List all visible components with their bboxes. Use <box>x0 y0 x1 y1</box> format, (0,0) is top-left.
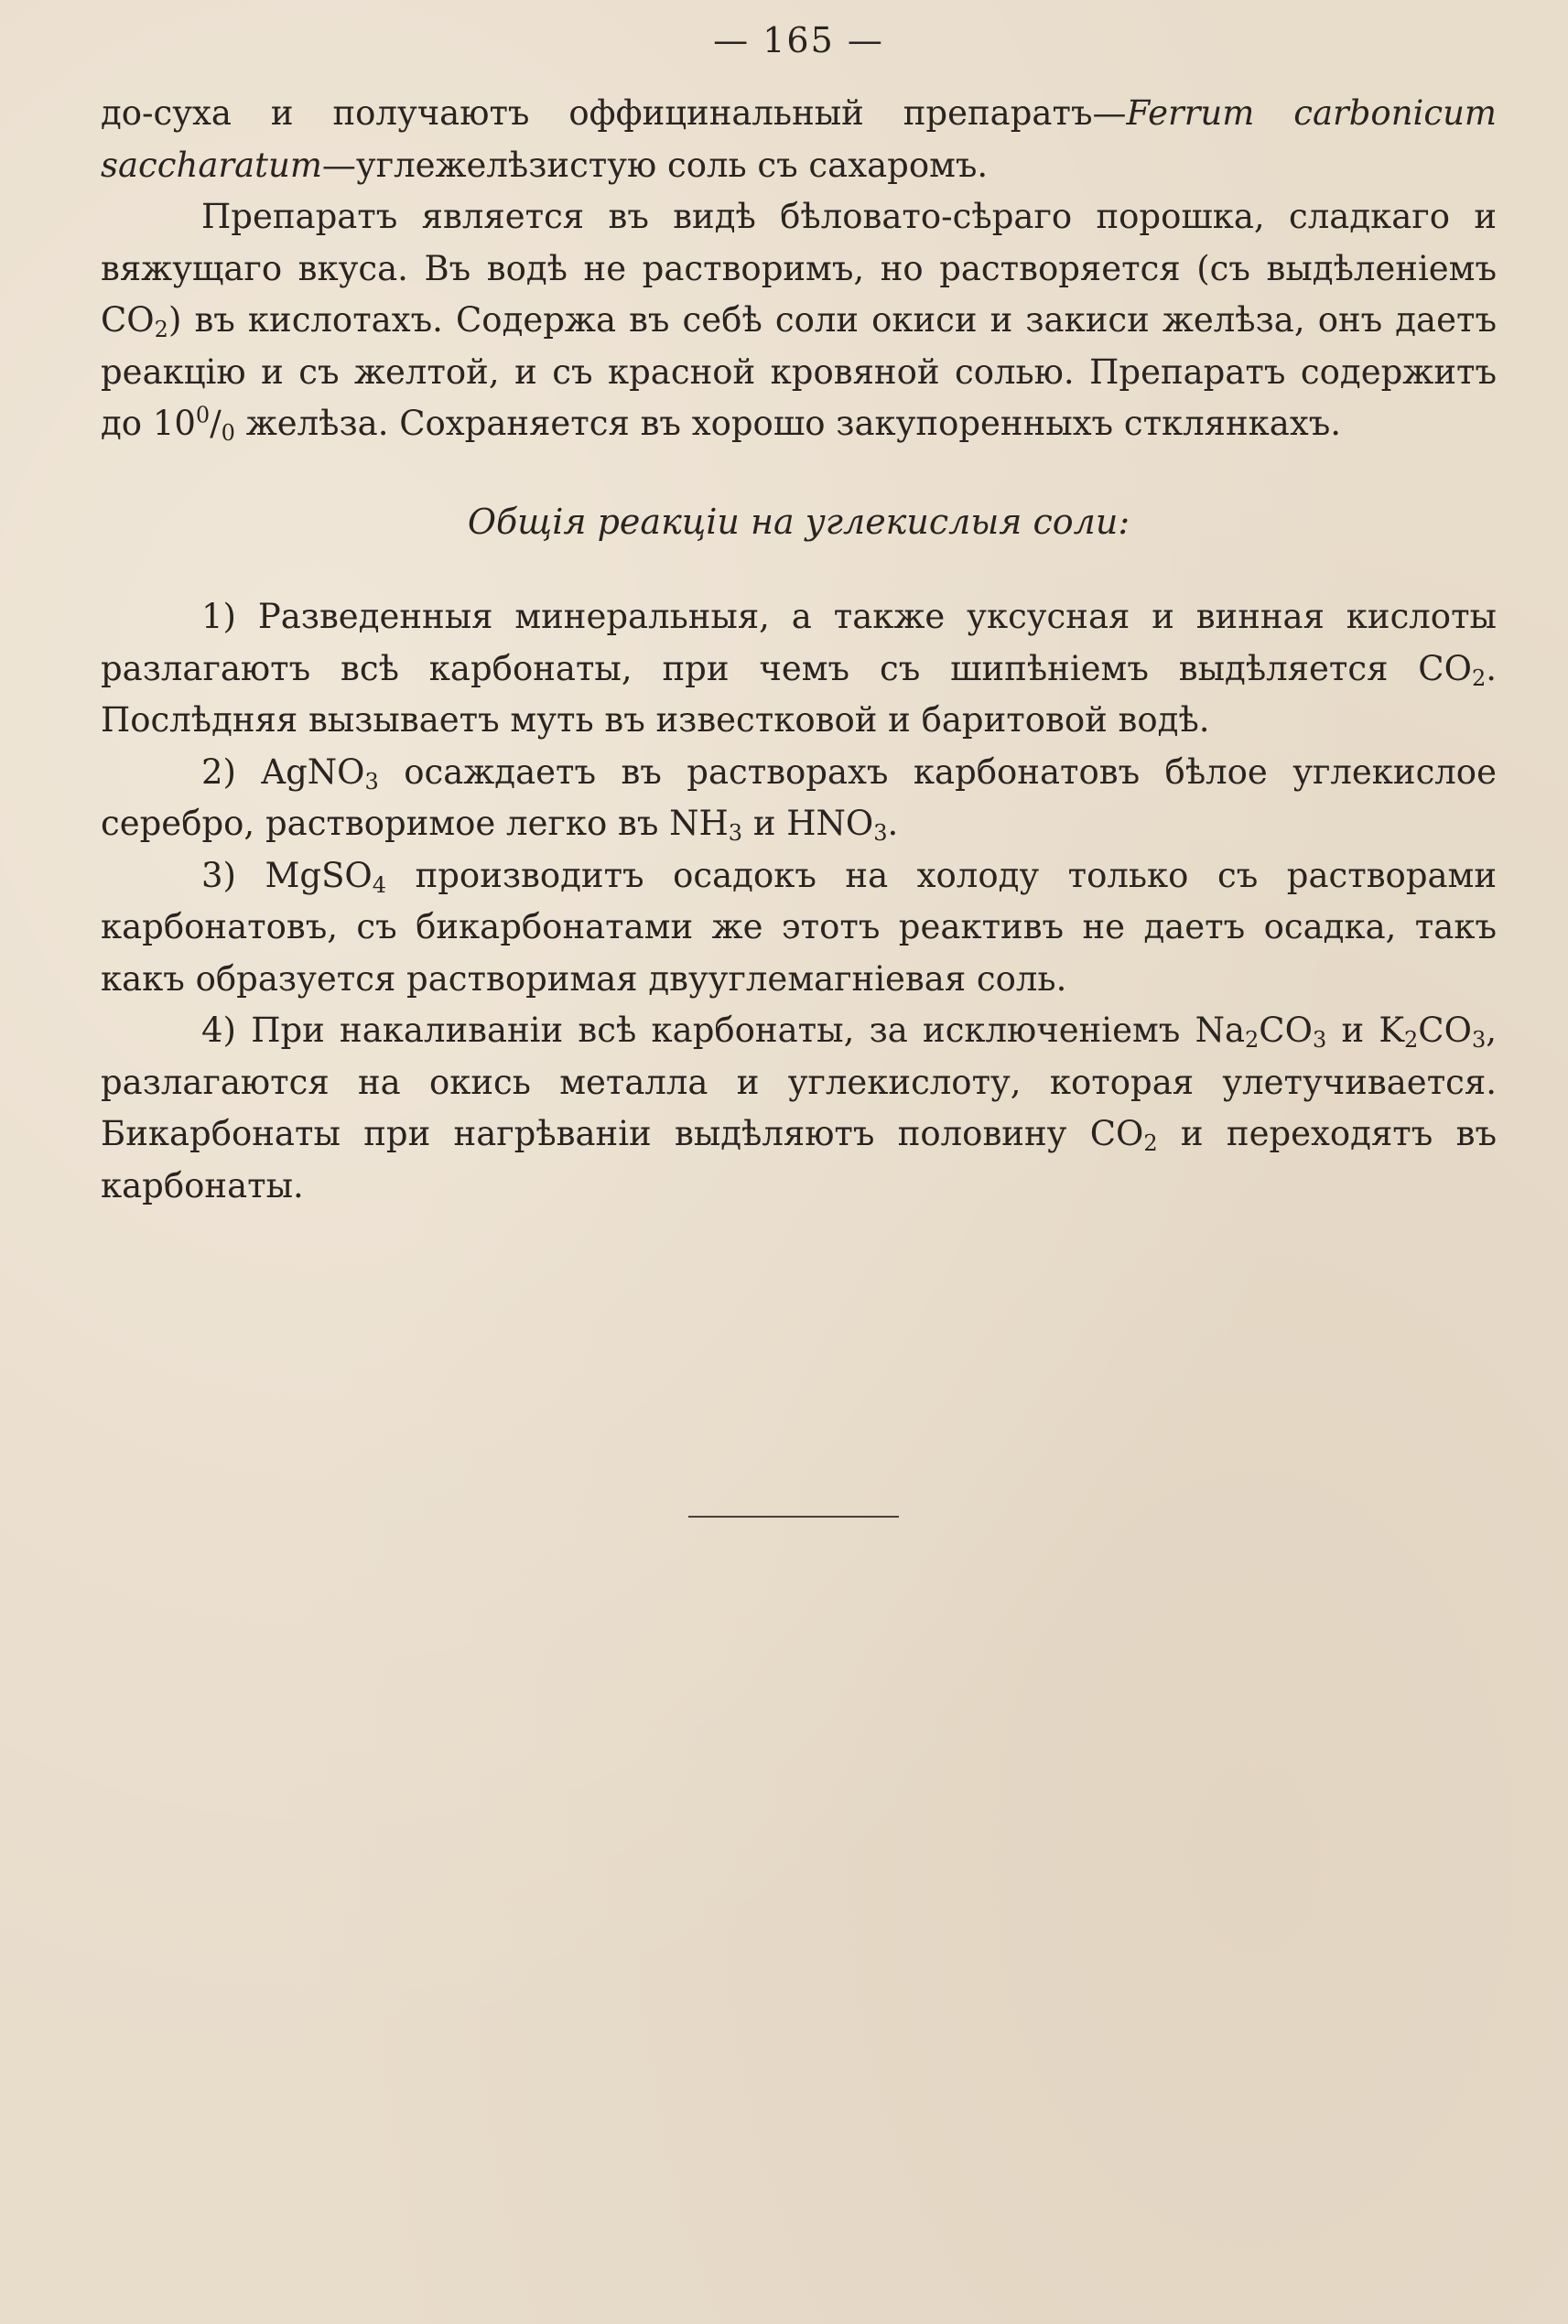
subscript: 2 <box>1143 1130 1158 1156</box>
text-run: и K <box>1326 1011 1405 1050</box>
subscript: 3 <box>728 820 743 846</box>
subscript: 4 <box>372 871 387 898</box>
latin-name: Ferrum carbonicum saccharatum <box>101 93 1497 185</box>
text-run: до-суха и получаютъ оффицинальный препаратъ— <box>101 93 1127 133</box>
text-run: производитъ осадокъ на холоду только съ растворами карбонатовъ, съ бикарбонатами же этотъ реактивъ не даетъ осадка, такъ какъ образуется растворимая двууглемагнiевая соль. <box>101 855 1498 999</box>
text-run: 3) MgSO <box>201 855 373 895</box>
subscript: 2 <box>1471 665 1487 691</box>
reaction-item-1 <box>101 591 1497 747</box>
subscript: 3 <box>873 820 888 846</box>
text-run: ) въ кислотахъ. Содержа въ себѣ соли окиси и закиси желѣза, онъ даетъ реакцiю и съ желтой, и съ красной кровяной солью. Препаратъ содержитъ до 10 <box>101 300 1497 443</box>
section-heading: Общiя реакцiи на углекислыя соли: <box>467 501 1130 542</box>
page-body <box>101 88 1497 1212</box>
text-run: / <box>210 404 222 443</box>
text-run: Препаратъ является въ видѣ бѣловато-сѣраго порошка, сладкаго и вяжущаго вкуса. Въ водѣ не растворимъ, но растворяется (съ выдѣленiемъ CO <box>101 197 1497 340</box>
subscript: 3 <box>1471 1027 1487 1053</box>
superscript: 0 <box>195 402 211 428</box>
subscript: 3 <box>364 768 379 794</box>
subscript: 2 <box>1404 1027 1419 1053</box>
text-run: . <box>887 804 899 843</box>
text-run: 1) Разведенныя минеральныя, а также уксусная и винная кислоты разлагаютъ всѣ карбонаты, при чемъ съ шипѣнiемъ выдѣляется CO <box>101 597 1497 688</box>
reaction-item-2 <box>101 747 1497 850</box>
text-run: и HNO <box>742 804 874 843</box>
text-run: , разлагаются на окись металла и углекислоту, которая улетучивается. Бикарбонаты при нагрѣванiи выдѣляютъ половину CO <box>101 1011 1497 1153</box>
reaction-item-3 <box>101 850 1497 1006</box>
book-page <box>101 0 1497 2324</box>
text-run: осаждаетъ въ растворахъ карбонатовъ бѣлое углекислое серебро, растворимое легко въ NH <box>101 751 1497 843</box>
reaction-item-4 <box>101 1005 1497 1212</box>
subscript: 2 <box>154 317 168 342</box>
subscript: 0 <box>221 420 235 446</box>
subscript: 3 <box>1312 1027 1327 1053</box>
text-run: —углежелѣзистую соль съ сахаромъ. <box>321 145 989 185</box>
text-run: 4) При накаливанiи всѣ карбонаты, за исключенiемъ Na <box>201 1011 1246 1050</box>
text-run: . Послѣдняя вызываетъ муть въ известковой и баритовой водѣ. <box>101 648 1497 740</box>
text-run: CO <box>1418 1011 1472 1050</box>
paragraph-ferrum-preparation <box>101 88 1497 191</box>
text-run: 2) AgNO <box>201 751 365 792</box>
paragraph-preparation-properties <box>101 191 1497 450</box>
text-run: и переходятъ въ карбонаты. <box>101 1114 1498 1205</box>
text-run: CO <box>1259 1011 1313 1050</box>
subscript: 2 <box>1245 1027 1260 1053</box>
page-number: — 165 — <box>713 20 884 60</box>
text-run: желѣза. Сохраняется въ хорошо закупоренныхъ стклянкахъ. <box>234 404 1342 443</box>
section-divider <box>688 1516 899 1518</box>
